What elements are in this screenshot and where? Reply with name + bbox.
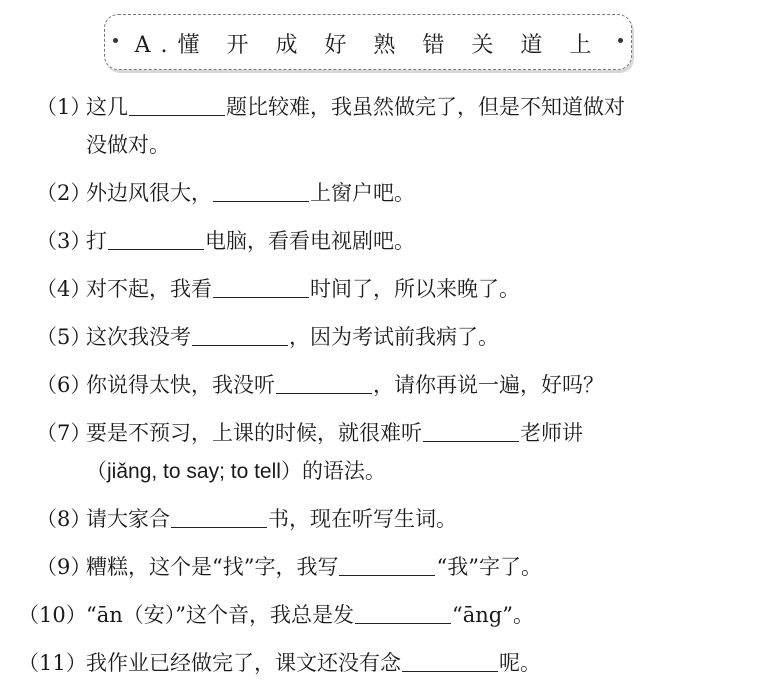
answer-blank[interactable]	[423, 415, 519, 442]
question-number: （4）	[36, 277, 92, 301]
question-number: （3）	[36, 229, 92, 253]
question-text-before: 我作业已经做完了，课文还没有念	[86, 651, 401, 675]
answer-blank[interactable]	[402, 645, 498, 672]
question-number: （9）	[36, 555, 92, 579]
question-8	[0, 500, 784, 538]
question-text-after: “我”字了。	[436, 555, 542, 579]
question-5	[0, 318, 784, 356]
answer-blank[interactable]	[192, 319, 288, 346]
question-text-before: 要是不预习，上课的时候，就很难听	[86, 421, 422, 445]
question-text-before: 对不起，我看	[86, 277, 212, 301]
question-text-after: “āng”。	[452, 603, 534, 627]
question-11	[0, 644, 784, 682]
question-text-after: 老师讲	[520, 421, 583, 445]
section-title-banner	[104, 14, 632, 70]
question-text-before: 糟糕，这个是“找”字，我写	[86, 555, 339, 579]
section-title: A.懂 开 成 好 熟 错 关 道 上	[134, 33, 602, 58]
question-text-before: 请大家合	[86, 507, 170, 531]
question-9	[0, 548, 784, 586]
question-number: （10）	[18, 603, 87, 627]
question-number: （1）	[36, 95, 92, 119]
pinyin-gloss: （jiǎng, to say; to tell）	[86, 460, 302, 483]
question-text-before: “ān（安）”这个音，我总是发	[86, 603, 355, 627]
question-number: （11）	[18, 651, 87, 675]
question-text-before: 打	[86, 229, 107, 253]
answer-blank[interactable]	[276, 367, 372, 394]
question-number: （2）	[36, 181, 92, 205]
question-text-after: ，因为考试前我病了。	[289, 325, 499, 349]
question-text-before: 这次我没考	[86, 325, 191, 349]
answer-blank[interactable]	[108, 223, 204, 250]
question-7	[0, 414, 784, 490]
question-continuation: 的语法。	[301, 459, 386, 483]
answer-blank[interactable]	[213, 271, 309, 298]
question-text-before: 你说得太快，我没听	[86, 373, 275, 397]
banner-dot-right	[618, 38, 623, 43]
question-number: （6）	[36, 373, 92, 397]
question-6	[0, 366, 784, 404]
question-number: （7）	[36, 421, 92, 445]
answer-blank[interactable]	[339, 549, 435, 576]
question-text-after: 书，现在听写生词。	[268, 507, 457, 531]
answer-blank[interactable]	[171, 501, 267, 528]
answer-blank[interactable]	[129, 89, 225, 116]
question-text-after: 电脑，看看电视剧吧。	[205, 229, 415, 253]
question-text-after: 上窗户吧。	[310, 181, 415, 205]
question-10	[0, 596, 784, 634]
question-2	[0, 174, 784, 212]
question-list	[0, 88, 784, 692]
question-text-before: 这几	[86, 95, 128, 119]
answer-blank[interactable]	[213, 175, 309, 202]
question-text-before: 外边风很大，	[86, 181, 212, 205]
question-continuation: 没做对。	[86, 133, 170, 157]
question-1	[0, 88, 784, 164]
question-text-after: ，请你再说一遍，好吗？	[373, 373, 604, 397]
answer-blank[interactable]	[355, 597, 451, 624]
question-text-after: 题比较难，我虽然做完了，但是不知道做对	[226, 95, 625, 119]
question-text-after: 呢。	[499, 651, 541, 675]
question-3	[0, 222, 784, 260]
question-text-after: 时间了，所以来晚了。	[310, 277, 520, 301]
question-number: （8）	[36, 507, 92, 531]
question-4	[0, 270, 784, 308]
question-number: （5）	[36, 325, 92, 349]
